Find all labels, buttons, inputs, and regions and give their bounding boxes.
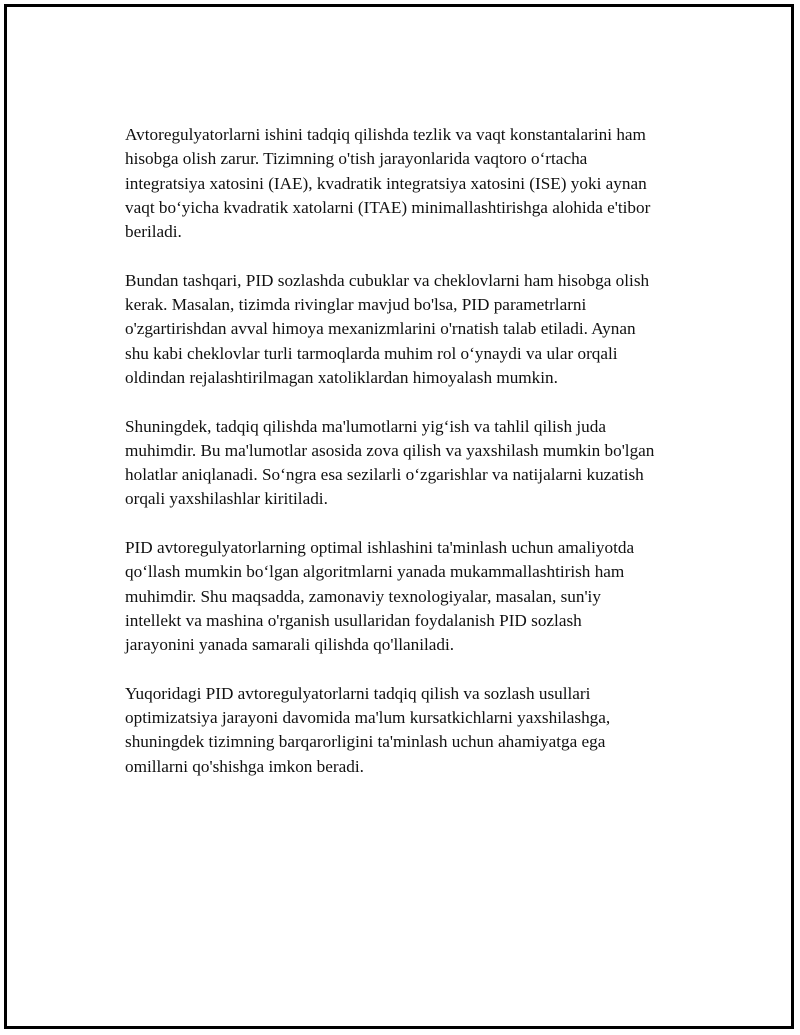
text-line: Yuqoridagi PID avtoregulyatorlarni tadqiq qilish va sozlash usullari [125,683,591,703]
text-line: orqali yaxshilashlar kiritiladi. [125,489,328,509]
text-line: shu kabi cheklovlar turli tarmoqlarda muhim rol o‘ynaydi va ular orqali [125,343,618,363]
text-line: jarayonini yanada samarali qilishda qo'llaniladi. [125,635,455,655]
text-line: shuningdek tizimning barqarorligini ta'minlash uchun ahamiyatga ega [125,732,606,752]
paragraph-2 [125,269,705,390]
text-line: Bundan tashqari, PID sozlashda cubuklar va cheklovlarni ham hisobga olish [125,270,650,290]
page-body [125,123,705,803]
text-line: o'zgartirishdan avval himoya mexanizmlarini o'rnatish talab etiladi. Aynan [125,319,636,339]
text-line: kerak. Masalan, tizimda rivinglar mavjud bo'lsa, PID parametrlarni [125,295,587,315]
text-line: beriladi. [125,222,182,242]
text-line: qo‘llash mumkin bo‘lgan algoritmlarni yanada mukammallashtirish ham [125,562,625,582]
text-line: integratsiya xatosini (IAE), kvadratik integratsiya xatosini (ISE) yoki aynan [125,173,647,193]
text-line: Shuningdek, tadqiq qilishda ma'lumotlarni yig‘ish va tahlil qilish juda [125,416,606,436]
text-line: intellekt va mashina o'rganish usullaridan foydalanish PID sozlash [125,610,582,630]
paragraph-4 [125,536,705,657]
paragraph-1 [125,123,705,244]
paragraph-5 [125,682,705,779]
text-line: muhimdir. Shu maqsadda, zamonaviy texnologiyalar, masalan, sun'iy [125,586,601,606]
text-line: muhimdir. Bu ma'lumotlar asosida zova qilish va yaxshilash mumkin bo'lgan [125,440,655,460]
page-frame [4,4,794,1029]
text-line: PID avtoregulyatorlarning optimal ishlashini ta'minlash uchun amaliyotda [125,538,635,558]
text-line: hisobga olish zarur. Tizimning o'tish jarayonlarida vaqtoro o‘rtacha [125,149,588,169]
text-line: vaqt bo‘yicha kvadratik xatolarni (ITAE) minimallashtirishga alohida e'tibor [125,197,651,217]
text-line: holatlar aniqlanadi. So‘ngra esa sezilarli o‘zgarishlar va natijalarni kuzatish [125,465,644,485]
text-line: Avtoregulyatorlarni ishini tadqiq qilishda tezlik va vaqt konstantalarini ham [125,125,646,144]
text-line: omillarni qo'shishga imkon beradi. [125,756,364,776]
paragraph-3 [125,415,705,512]
text-line: optimizatsiya jarayoni davomida ma'lum kursatkichlarni yaxshilashga, [125,708,611,728]
text-line: oldindan rejalashtirilmagan xatoliklardan himoyalash mumkin. [125,367,558,387]
